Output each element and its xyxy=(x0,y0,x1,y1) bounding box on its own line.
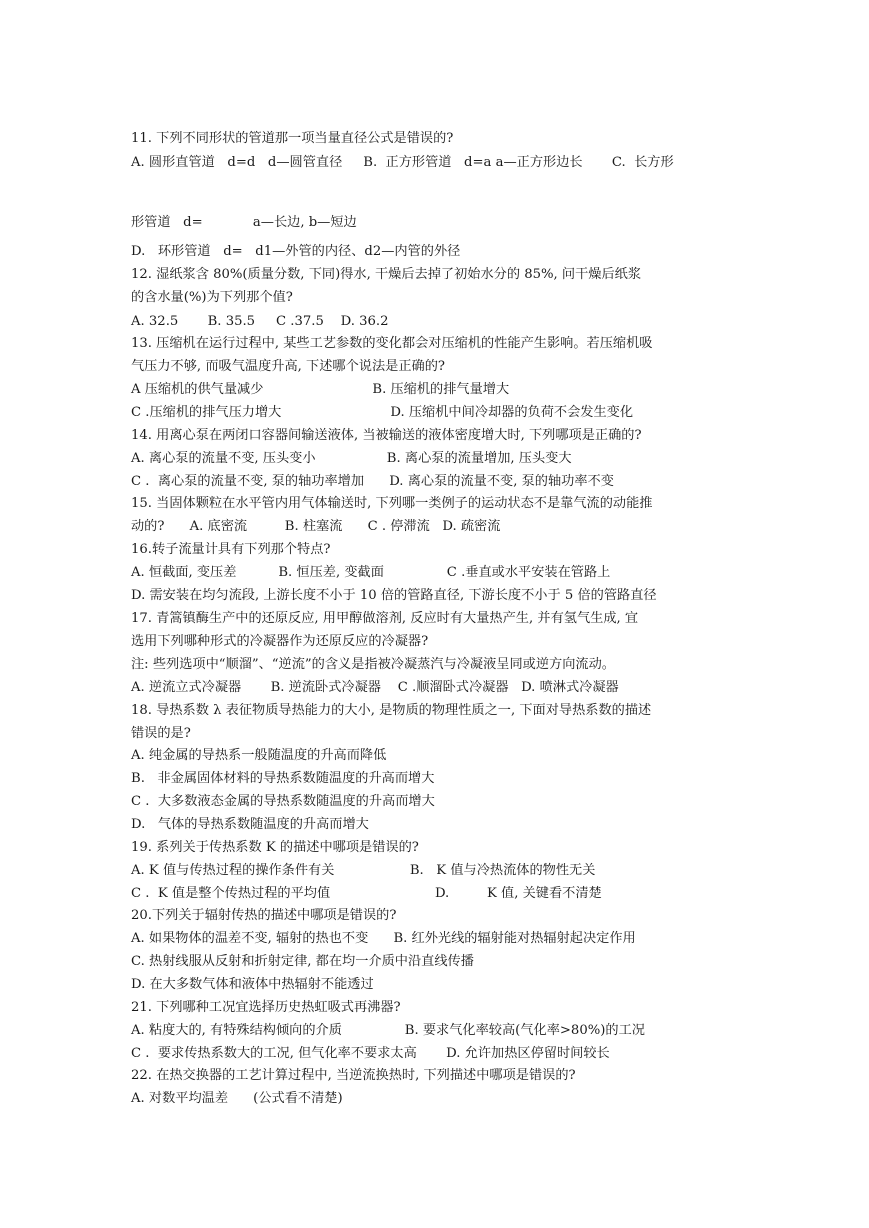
q13-options-cd: C .压缩机的排气压力增大 D. 压缩机中间冷却器的负荷不会发生变化 xyxy=(131,405,634,420)
q17-options: A. 逆流立式冷凝器 B. 逆流卧式冷凝器 C .顺溜卧式冷凝器 D. 喷淋式冷凝器 xyxy=(131,680,619,695)
question-11: 11. 下列不同形状的管道那一项当量直径公式是错误的? xyxy=(131,131,454,146)
question-17-cont: 选用下列哪种形式的冷凝器作为还原反应的冷凝器? xyxy=(131,634,429,649)
q18-option-a: A. 纯金属的导热系一般随温度的升高而降低 xyxy=(131,748,387,763)
q18-option-c: C . 大多数液态金属的导热系数随温度的升高而增大 xyxy=(131,794,435,809)
q21-options-ab: A. 粘度大的, 有特殊结构倾向的介质 B. 要求气化率较高(气化率>80%)的工况 xyxy=(131,1023,645,1038)
q11-option-d: D. 环形管道 d= d1—外管的内径、d2—内管的外径 xyxy=(131,244,461,259)
q16-option-d: D. 需安装在均匀流段, 上游长度不小于 10 倍的管路直径, 下游长度不小于 5 倍的管路直径 xyxy=(131,588,657,603)
q19-options-ab: A. K 值与传热过程的操作条件有关 B. K 值与冷热流体的物性无关 xyxy=(131,863,596,878)
q18-option-d: D. 气体的导热系数随温度的升高而增大 xyxy=(131,817,369,832)
question-15: 15. 当固体颗粒在水平管内用气体输送时, 下列哪一类例子的运动状态不是靠气流的动能推 xyxy=(131,496,653,511)
question-18-cont: 错误的是? xyxy=(131,726,191,741)
q21-options-cd: C . 要求传热系数大的工况, 但气化率不要求太高 D. 允许加热区停留时间较长 xyxy=(131,1046,610,1061)
question-21: 21. 下列哪种工况宜选择历史热虹吸式再沸器? xyxy=(131,1000,401,1015)
q12-options: A. 32.5 B. 35.5 C .37.5 D. 36.2 xyxy=(131,314,389,329)
q14-options-cd: C . 离心泵的流量不变, 泵的轴功率增加 D. 离心泵的流量不变, 泵的轴功率不变 xyxy=(131,474,614,489)
q16-options-abc: A. 恒截面, 变压差 B. 恒压差, 变截面 C .垂直或水平安装在管路上 xyxy=(131,565,611,580)
q11-options-a-c: A. 圆形直管道 d=d d—圆管直径 B. 正方形管道 d=a a—正方形边长 C. 长方形 xyxy=(131,155,674,170)
question-18: 18. 导热系数 λ 表征物质导热能力的大小, 是物质的物理性质之一, 下面对导热系数的描述 xyxy=(131,703,652,718)
q20-option-c: C. 热射线服从反射和折射定律, 都在均一介质中沿直线传播 xyxy=(131,954,474,969)
q20-options-ab: A. 如果物体的温差不变, 辐射的热也不变 B. 红外光线的辐射能对热辐射起决定作用 xyxy=(131,931,636,946)
question-19: 19. 系列关于传热系数 K 的描述中哪项是错误的? xyxy=(131,840,419,855)
question-16: 16.转子流量计具有下列那个特点? xyxy=(131,542,331,557)
q20-option-d: D. 在大多数气体和液体中热辐射不能透过 xyxy=(131,977,374,992)
question-13-cont: 气压力不够, 而吸气温度升高, 下述哪个说法是正确的? xyxy=(131,359,445,374)
q15-options: 动的? A. 底密流 B. 柱塞流 C . 停滞流 D. 疏密流 xyxy=(131,519,501,534)
q19-options-cd: C . K 值是整个传热过程的平均值 D. K 值, 关键看不清楚 xyxy=(131,886,602,901)
q14-options-ab: A. 离心泵的流量不变, 压头变小 B. 离心泵的流量增加, 压头变大 xyxy=(131,451,572,466)
question-12-cont: 的含水量(%)为下列那个值? xyxy=(131,290,293,305)
question-17: 17. 青篙镇酶生产中的还原反应, 用甲醇做溶剂, 反应时有大量热产生, 并有氢气生成, 宜 xyxy=(131,611,639,626)
q17-note: 注: 些列选项中“顺溜”、“逆流”的含义是指被冷凝蒸汽与冷凝液呈同或逆方向流动。 xyxy=(131,657,615,672)
q22-option-a: A. 对数平均温差 (公式看不清楚) xyxy=(131,1091,343,1106)
question-13: 13. 压缩机在运行过程中, 某些工艺参数的变化都会对压缩机的性能产生影响。若压缩机吸 xyxy=(131,336,653,351)
question-20: 20.下列关于辐射传热的描述中哪项是错误的? xyxy=(131,908,397,923)
question-12: 12. 湿纸浆含 80%(质量分数, 下同)得水, 干燥后去掉了初始水分的 85%, 问干燥后纸浆 xyxy=(131,267,642,282)
q11-option-c-cont: 形管道 d= a—长边, b—短边 xyxy=(131,215,357,230)
question-22: 22. 在热交换器的工艺计算过程中, 当逆流换热时, 下列描述中哪项是错误的? xyxy=(131,1068,576,1083)
q18-option-b: B. 非金属固体材料的导热系数随温度的升高而增大 xyxy=(131,771,435,786)
q13-options-ab: A 压缩机的供气量减少 B. 压缩机的排气量增大 xyxy=(131,382,510,397)
question-14: 14. 用离心泵在两闭口容器间输送液体, 当被输送的液体密度增大时, 下列哪项是正确的? xyxy=(131,428,642,443)
